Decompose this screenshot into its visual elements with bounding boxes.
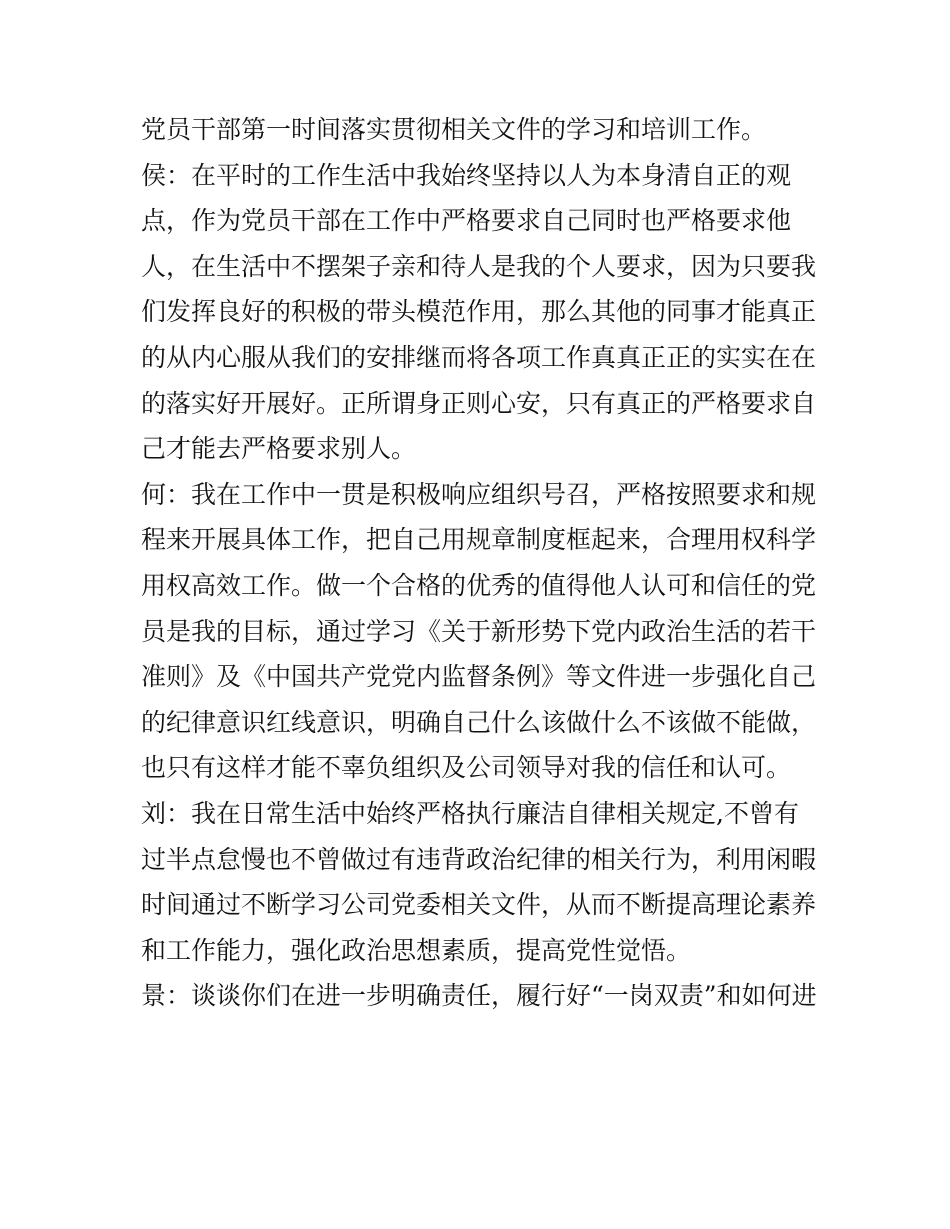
text-line: 党员干部第一时间落实贯彻相关文件的学习和培训工作。 [141, 115, 767, 144]
text-line: 员是我的目标，通过学习《关于新形势下党内政治生活的若干 [141, 616, 817, 646]
text-line: 和工作能力，强化政治思想素质，提高党性觉悟。 [141, 935, 692, 965]
text-line: 的落实好开展好。正所谓身正则心安，只有真正的严格要求自 [141, 388, 817, 418]
document-body [141, 107, 817, 1019]
text-line: 刘：我在日常生活中始终严格执行廉洁自律相关规定,不曾有 [141, 798, 799, 828]
text-line: 用权高效工作。做一个合格的优秀的值得他人认可和信任的党 [141, 570, 817, 600]
text-line: 侯：在平时的工作生活中我始终坚持以人为本身清自正的观 [141, 160, 792, 190]
text-line: 也只有这样才能不辜负组织及公司领导对我的信任和认可。 [141, 753, 792, 783]
text-line: 程来开展具体工作，把自己用规章制度框起来，合理用权科学 [141, 525, 817, 555]
text-line: 己才能去严格要求别人。 [141, 434, 417, 464]
text-line: 点，作为党员干部在工作中严格要求自己同时也严格要求他 [141, 206, 792, 236]
text-line: 何：我在工作中一贯是积极响应组织号召，严格按照要求和规 [141, 479, 817, 509]
text-line: 人，在生活中不摆架子亲和待人是我的个人要求，因为只要我 [141, 251, 817, 281]
text-line: 时间通过不断学习公司党委相关文件，从而不断提高理论素养 [141, 890, 817, 920]
text-line: 过半点怠慢也不曾做过有违背政治纪律的相关行为，利用闲暇 [141, 844, 817, 874]
text-line: 的从内心服从我们的安排继而将各项工作真真正正的实实在在 [141, 342, 817, 372]
text-line: 的纪律意识红线意识，明确自己什么该做什么不该做不能做， [141, 707, 817, 737]
text-line: 们发挥良好的积极的带头模范作用，那么其他的同事才能真正 [141, 297, 817, 327]
text-line: 准则》及《中国共产党党内监督条例》等文件进一步强化自己 [141, 662, 817, 692]
text-line: 景：谈谈你们在进一步明确责任，履行好“一岗双责”和如何进 [141, 981, 817, 1011]
